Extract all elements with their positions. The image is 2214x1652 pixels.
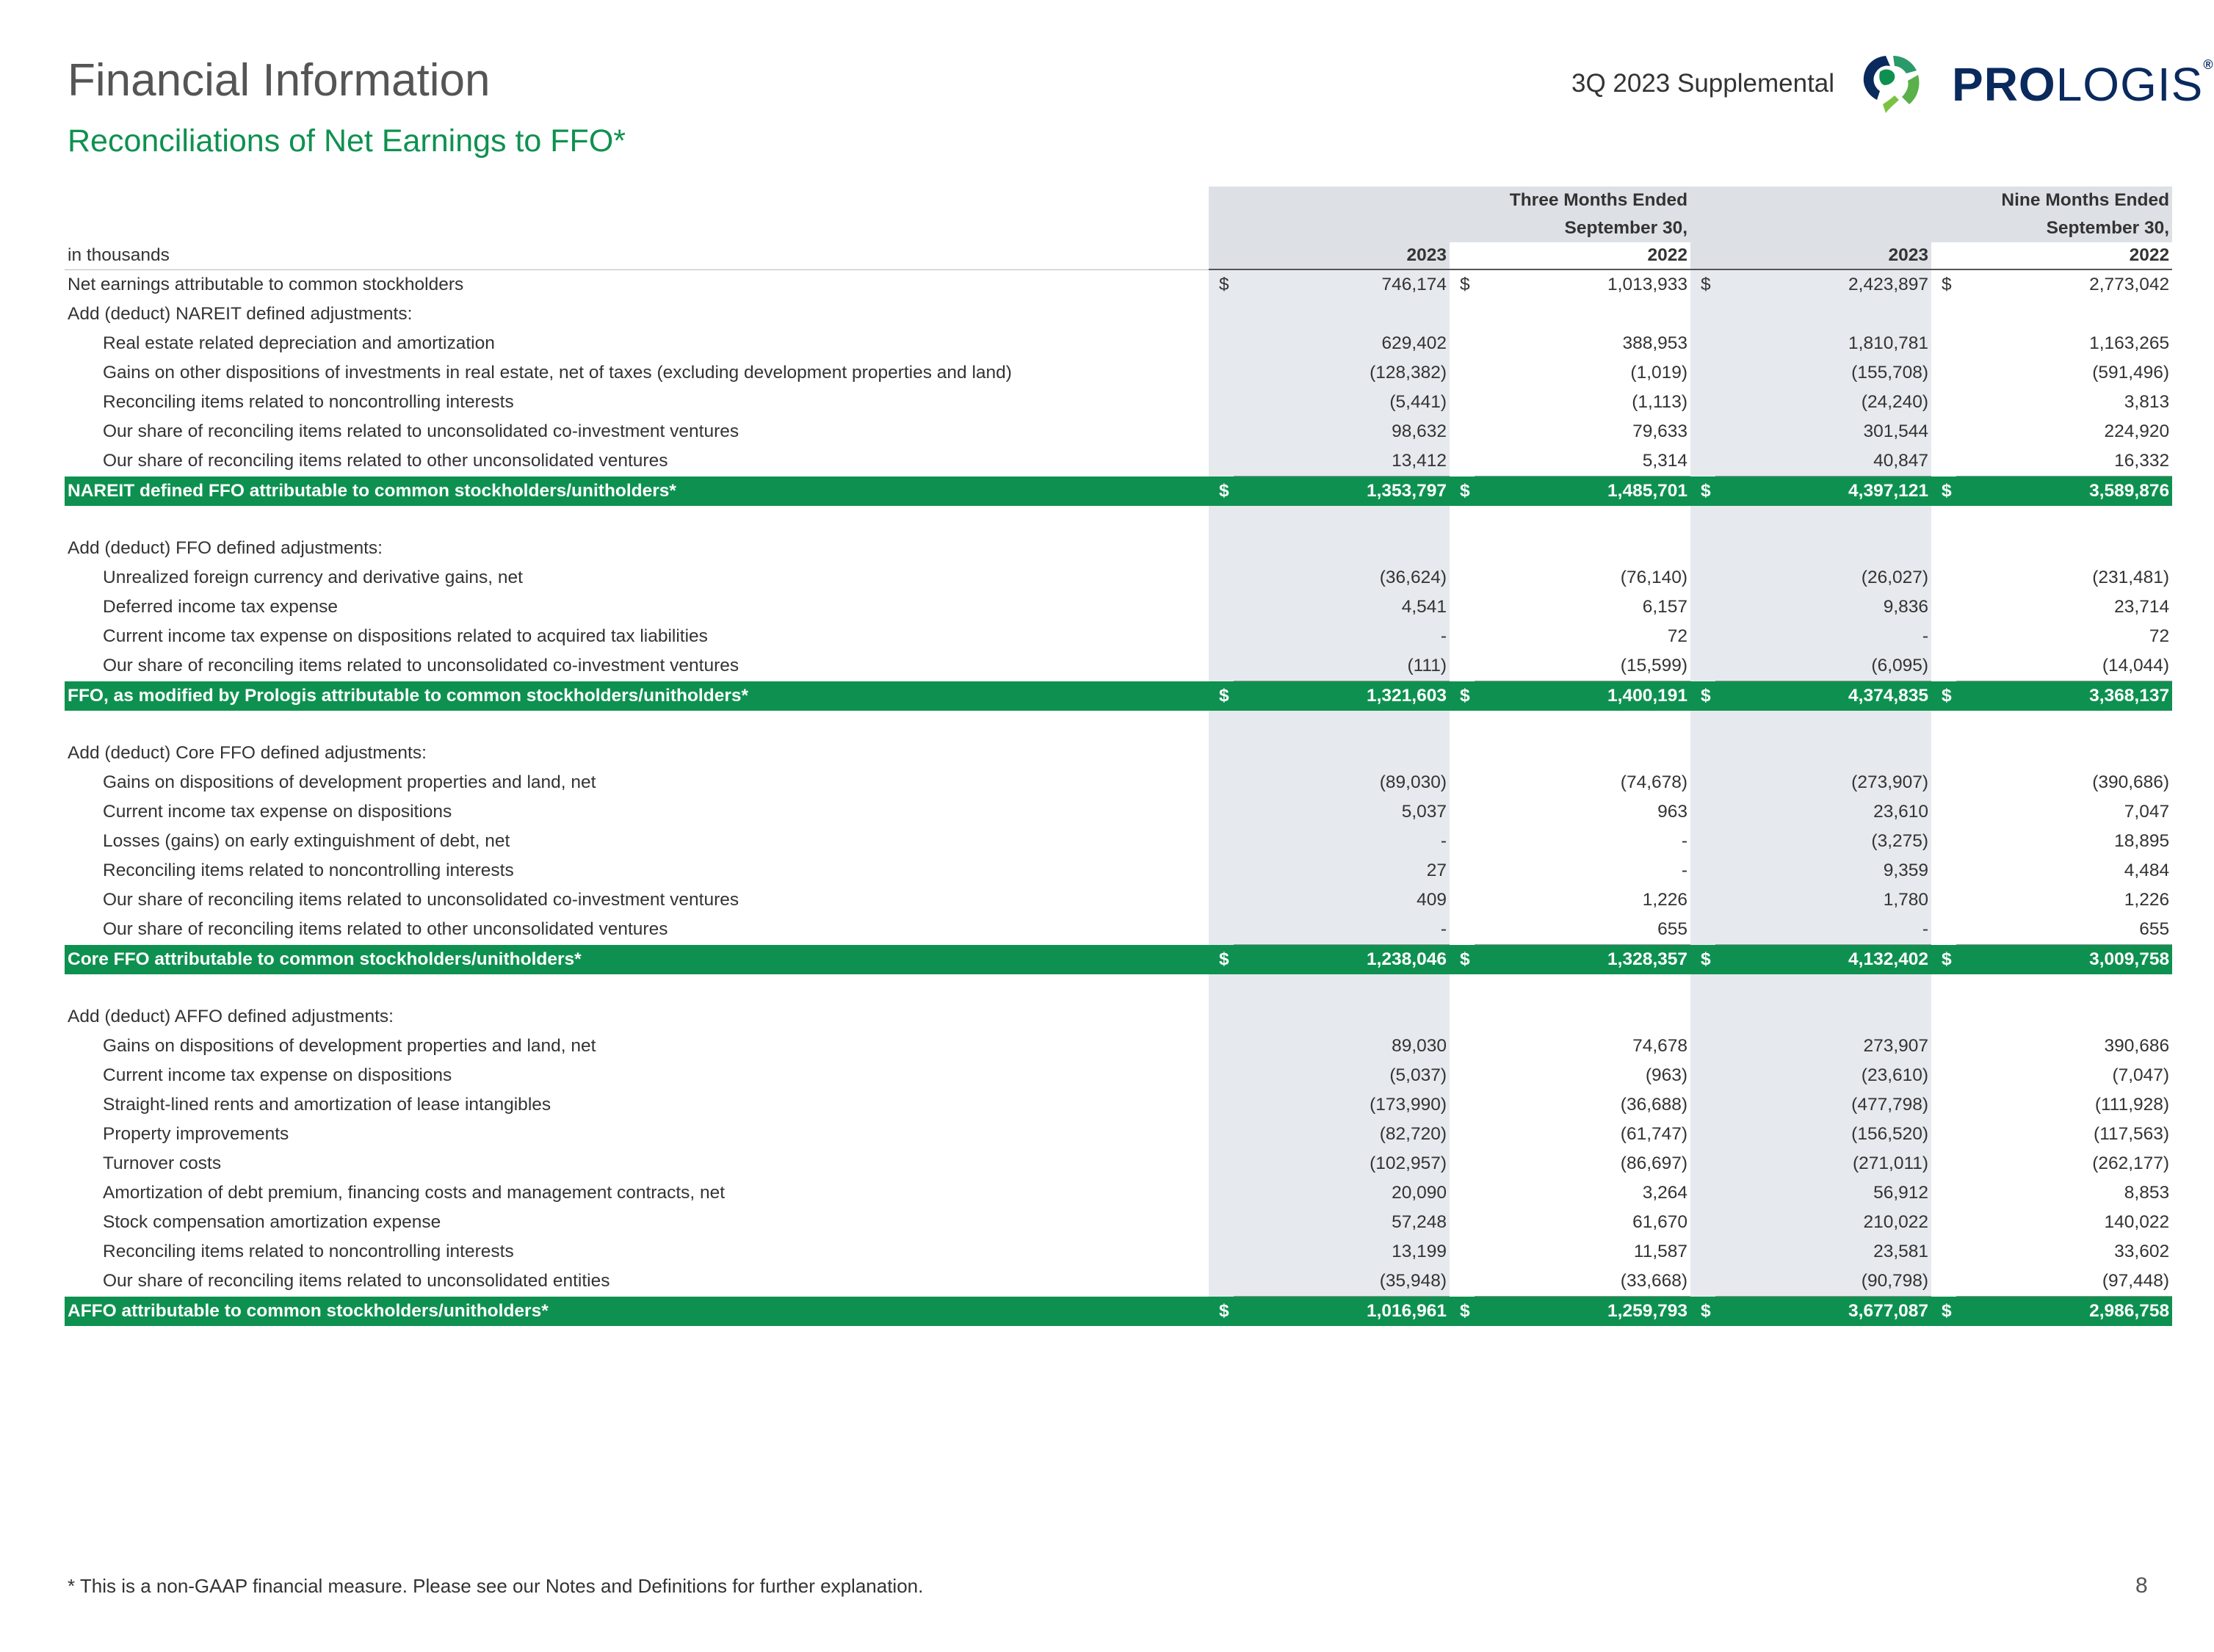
value-cell: 11,587 (1633, 1242, 1688, 1261)
spacer-row (65, 506, 2172, 534)
value-cell: 57,248 (1234, 1208, 1450, 1237)
value-cell: 27 (1234, 856, 1450, 885)
value-cell: (35,948) (1234, 1267, 1450, 1297)
value-cell: (156,520) (1715, 1120, 1931, 1149)
total-label: NAREIT defined FFO attributable to common stockholders/unitholders* (65, 477, 1209, 507)
year-header: 2023 (1715, 242, 1931, 269)
line-item-row (65, 563, 2172, 593)
value-cell: 98,632 (1234, 417, 1450, 446)
line-item-row (65, 446, 2172, 477)
line-item-row (65, 329, 2172, 358)
line-item-label: Our share of reconciling items related to unconsolidated co-investment ventures (103, 421, 739, 441)
value-cell: 1,780 (1715, 885, 1931, 915)
value-cell: (33,668) (1475, 1267, 1690, 1297)
dollar-sign: $ (1209, 269, 1234, 300)
value-cell: 1,013,933 (1607, 275, 1688, 294)
line-item-label: Reconciling items related to noncontrolling interests (103, 1242, 514, 1261)
year-header: 2023 (1234, 242, 1450, 269)
line-item-label: Property improvements (103, 1124, 289, 1144)
line-item-label: Our share of reconciling items related to unconsolidated entities (103, 1271, 610, 1291)
value-cell: 6,157 (1642, 597, 1688, 617)
value-cell: (128,382) (1234, 358, 1450, 388)
value-cell: 210,022 (1715, 1208, 1931, 1237)
total-label: FFO, as modified by Prologis attributable to common stockholders/unitholders* (65, 681, 1209, 711)
group-header-row-1 (65, 186, 2172, 214)
section-heading: Add (deduct) AFFO defined adjustments: (68, 1007, 394, 1026)
spacer-row (65, 974, 2172, 1002)
value-cell: 2,986,758 (1956, 1297, 2172, 1327)
line-item-label: Deferred income tax expense (103, 597, 339, 617)
dollar-sign: $ (1209, 477, 1234, 507)
spacer-row (65, 711, 2172, 739)
line-item-row (65, 915, 2172, 945)
line-item-label: Current income tax expense on dispositions related to acquired tax liabilities (103, 626, 708, 646)
line-item-row (65, 1267, 2172, 1297)
line-item-label: Unrealized foreign currency and derivative gains, net (103, 568, 523, 587)
globe-logo-icon (1858, 53, 1924, 116)
value-cell: (155,708) (1715, 358, 1931, 388)
value-cell: (89,030) (1234, 768, 1450, 797)
value-cell: 5,037 (1234, 797, 1450, 827)
line-item-label: Straight-lined rents and amortization of lease intangibles (103, 1095, 551, 1115)
value-cell: 1,163,265 (2089, 333, 2170, 353)
page-title: Financial Information (68, 55, 491, 106)
line-item-label: Losses (gains) on early extinguishment of debt, net (103, 831, 510, 851)
value-cell: 3,264 (1642, 1183, 1688, 1203)
value-cell: 72 (1667, 626, 1688, 646)
line-item-row (65, 885, 2172, 915)
value-cell: 388,953 (1622, 333, 1688, 353)
dollar-sign: $ (1690, 269, 1715, 300)
dollar-sign: $ (1690, 1297, 1715, 1327)
dollar-sign: $ (1450, 681, 1475, 711)
group-header-row-2 (65, 214, 2172, 242)
dollar-sign: $ (1942, 275, 1952, 294)
value-cell: (76,140) (1620, 568, 1688, 587)
line-item-row (65, 358, 2172, 388)
value-cell: 629,402 (1234, 329, 1450, 358)
value-cell: (111,928) (2094, 1095, 2170, 1115)
value-cell: 5,314 (1475, 446, 1690, 477)
line-item-row (65, 1090, 2172, 1120)
value-cell: 20,090 (1234, 1178, 1450, 1208)
line-item-row (65, 1061, 2172, 1090)
line-item-row (65, 1149, 2172, 1178)
value-cell: (262,177) (2092, 1153, 2170, 1173)
value-cell: (963) (1645, 1065, 1688, 1085)
total-row (65, 1297, 2172, 1327)
value-cell: (36,624) (1234, 563, 1450, 593)
value-cell: 74,678 (1632, 1036, 1688, 1056)
value-cell: 390,686 (2104, 1036, 2170, 1056)
dollar-sign: $ (1209, 945, 1234, 975)
value-cell: 1,259,793 (1475, 1297, 1690, 1327)
value-cell: 2,773,042 (2089, 275, 2170, 294)
line-item-label: Gains on dispositions of development properties and land, net (103, 772, 596, 792)
value-cell: 1,016,961 (1234, 1297, 1450, 1327)
line-item-label: Our share of reconciling items related to unconsolidated co-investment ventures (103, 656, 739, 676)
line-item-row (65, 651, 2172, 681)
prologis-logo (1858, 53, 2214, 116)
value-cell: - (1234, 915, 1450, 945)
section-heading-row (65, 1002, 2172, 1032)
value-cell: (6,095) (1715, 651, 1931, 681)
value-cell: 4,484 (2124, 861, 2170, 880)
value-cell: (82,720) (1234, 1120, 1450, 1149)
value-cell: - (1681, 861, 1688, 880)
value-cell: 23,610 (1715, 797, 1931, 827)
logo-wordmark: PROLOGIS® (1952, 57, 2214, 111)
value-cell: - (1681, 831, 1688, 851)
value-cell: 61,670 (1632, 1212, 1688, 1232)
line-item-label: Our share of reconciling items related to other unconsolidated ventures (103, 919, 668, 940)
value-cell: 409 (1234, 885, 1450, 915)
dollar-sign: $ (1690, 945, 1715, 975)
total-row (65, 681, 2172, 711)
line-item-row (65, 768, 2172, 797)
dollar-sign: $ (1209, 681, 1234, 711)
line-item-row (65, 1178, 2172, 1208)
page-subtitle: Reconciliations of Net Earnings to FFO* (68, 123, 626, 159)
line-item-label: Stock compensation amortization expense (103, 1212, 441, 1232)
value-cell: 3,009,758 (1956, 945, 2172, 975)
line-item-row (65, 797, 2172, 827)
value-cell: - (1234, 827, 1450, 856)
total-label: Core FFO attributable to common stockholders/unitholders* (65, 945, 1209, 975)
value-cell: 3,589,876 (1956, 477, 2172, 507)
value-cell: (271,011) (1715, 1149, 1931, 1178)
value-cell: 301,544 (1715, 417, 1931, 446)
value-cell: 4,374,835 (1715, 681, 1931, 711)
year-header-row (65, 242, 2172, 269)
value-cell: 655 (1475, 915, 1690, 945)
value-cell: 72 (2149, 626, 2170, 646)
nine-months-header: Nine Months Ended (1690, 186, 2172, 214)
value-cell: (3,275) (1715, 827, 1931, 856)
value-cell: 140,022 (2104, 1212, 2170, 1232)
value-cell: 3,677,087 (1715, 1297, 1931, 1327)
line-item-label: Current income tax expense on dispositions (103, 1065, 452, 1085)
value-cell: 18,895 (2114, 831, 2170, 851)
ffo-reconciliation-table (65, 186, 2172, 1326)
value-cell: (90,798) (1715, 1267, 1931, 1297)
value-cell: 2,423,897 (1715, 269, 1931, 300)
value-cell: 1,328,357 (1475, 945, 1690, 975)
value-cell: 13,412 (1234, 446, 1450, 477)
supplemental-label: 3Q 2023 Supplemental (1571, 69, 1835, 98)
value-cell: 963 (1657, 802, 1688, 822)
value-cell: - (1234, 622, 1450, 651)
dollar-sign: $ (1450, 1297, 1475, 1327)
value-cell: 3,368,137 (1956, 681, 2172, 711)
dollar-sign: $ (1460, 275, 1470, 294)
value-cell: - (1715, 915, 1931, 945)
value-cell: (173,990) (1234, 1090, 1450, 1120)
value-cell: (14,044) (1956, 651, 2172, 681)
dollar-sign: $ (1209, 1297, 1234, 1327)
line-item-row (65, 417, 2172, 446)
line-item-label: Reconciling items related to noncontrolling interests (103, 392, 514, 412)
value-cell: 273,907 (1715, 1032, 1931, 1061)
line-item-label: Current income tax expense on dispositions (103, 802, 452, 822)
value-cell: (102,957) (1234, 1149, 1450, 1178)
dollar-sign: $ (1931, 945, 1956, 975)
line-item-row (65, 388, 2172, 417)
total-label: AFFO attributable to common stockholders/unitholders* (65, 1297, 1209, 1327)
line-item-row (65, 593, 2172, 622)
value-cell: 1,226 (2124, 890, 2170, 910)
value-cell: (74,678) (1620, 772, 1688, 792)
value-cell: 23,714 (2114, 597, 2170, 617)
value-cell: (117,563) (2094, 1124, 2170, 1144)
value-cell: (5,037) (1234, 1061, 1450, 1090)
value-cell: 8,853 (2124, 1183, 2170, 1203)
value-cell: (97,448) (1956, 1267, 2172, 1297)
value-cell: 1,321,603 (1234, 681, 1450, 711)
value-cell: 4,541 (1234, 593, 1450, 622)
value-cell: 79,633 (1632, 421, 1688, 441)
year-header: 2022 (1475, 242, 1690, 269)
value-cell: 7,047 (2124, 802, 2170, 822)
three-months-date: September 30, (1209, 214, 1690, 242)
value-cell: (5,441) (1234, 388, 1450, 417)
line-item-row (65, 1120, 2172, 1149)
line-item-label: Our share of reconciling items related to unconsolidated co-investment ventures (103, 890, 739, 910)
value-cell: 89,030 (1234, 1032, 1450, 1061)
value-cell: 746,174 (1234, 269, 1450, 300)
value-cell: 1,810,781 (1715, 329, 1931, 358)
section-heading: Add (deduct) NAREIT defined adjustments: (68, 304, 413, 324)
value-cell: 9,836 (1715, 593, 1931, 622)
dollar-sign: $ (1450, 477, 1475, 507)
value-cell: (111) (1234, 651, 1450, 681)
value-cell: 56,912 (1715, 1178, 1931, 1208)
value-cell: 1,485,701 (1475, 477, 1690, 507)
footnote: * This is a non-GAAP financial measure. Please see our Notes and Definitions for further explanation. (68, 1575, 924, 1597)
value-cell: (231,481) (2092, 568, 2170, 587)
section-heading-row (65, 300, 2172, 329)
value-cell: 4,397,121 (1715, 477, 1931, 507)
line-item-label: Gains on dispositions of development properties and land, net (103, 1036, 596, 1056)
line-item-label: Turnover costs (103, 1153, 222, 1173)
dollar-sign: $ (1931, 477, 1956, 507)
value-cell: (61,747) (1620, 1124, 1688, 1144)
value-cell: 3,813 (2124, 392, 2170, 412)
section-heading-row (65, 739, 2172, 768)
line-item-label: Amortization of debt premium, financing costs and management contracts, net (103, 1183, 726, 1203)
value-cell: (591,496) (2092, 363, 2170, 383)
value-cell: (24,240) (1715, 388, 1931, 417)
line-item-row (65, 1032, 2172, 1061)
page-number: 8 (2135, 1573, 2148, 1598)
value-cell: (23,610) (1715, 1061, 1931, 1090)
dollar-sign: $ (1690, 477, 1715, 507)
section-heading: Add (deduct) FFO defined adjustments: (68, 538, 383, 558)
value-cell: 1,226 (1642, 890, 1688, 910)
dollar-sign: $ (1931, 1297, 1956, 1327)
year-header: 2022 (1956, 242, 2172, 269)
value-cell: - (1715, 622, 1931, 651)
value-cell: (390,686) (2092, 772, 2170, 792)
value-cell: 23,581 (1715, 1237, 1931, 1267)
value-cell: 1,238,046 (1234, 945, 1450, 975)
value-cell: 40,847 (1715, 446, 1931, 477)
line-item-row (65, 622, 2172, 651)
value-cell: (86,697) (1620, 1153, 1688, 1173)
line-item-row (65, 827, 2172, 856)
total-row (65, 945, 2172, 975)
value-cell: (477,798) (1715, 1090, 1931, 1120)
value-cell: (1,113) (1632, 392, 1688, 412)
unit-label: in thousands (65, 242, 1209, 269)
value-cell: 1,353,797 (1234, 477, 1450, 507)
value-cell: (15,599) (1475, 651, 1690, 681)
value-cell: (36,688) (1620, 1095, 1688, 1115)
value-cell: (273,907) (1715, 768, 1931, 797)
section-heading: Add (deduct) Core FFO defined adjustments: (68, 743, 427, 763)
line-item-label: Net earnings attributable to common stockholders (68, 274, 464, 294)
value-cell: (1,019) (1630, 363, 1688, 383)
line-item-label: Gains on other dispositions of investments in real estate, net of taxes (excluding development properties and land) (103, 363, 1012, 383)
line-item-row (65, 1208, 2172, 1237)
line-item-row (65, 269, 2172, 300)
total-row (65, 477, 2172, 507)
value-cell: 1,400,191 (1475, 681, 1690, 711)
value-cell: 16,332 (1956, 446, 2172, 477)
value-cell: 4,132,402 (1715, 945, 1931, 975)
value-cell: 224,920 (2104, 421, 2170, 441)
value-cell: 13,199 (1234, 1237, 1450, 1267)
line-item-row (65, 856, 2172, 885)
value-cell: 655 (1956, 915, 2172, 945)
line-item-row (65, 1237, 2172, 1267)
line-item-label: Real estate related depreciation and amortization (103, 333, 495, 353)
dollar-sign: $ (1450, 945, 1475, 975)
value-cell: 9,359 (1715, 856, 1931, 885)
dollar-sign: $ (1690, 681, 1715, 711)
dollar-sign: $ (1931, 681, 1956, 711)
value-cell: (26,027) (1715, 563, 1931, 593)
three-months-header: Three Months Ended (1209, 186, 1690, 214)
value-cell: 33,602 (2114, 1242, 2170, 1261)
line-item-label: Our share of reconciling items related to other unconsolidated ventures (103, 451, 668, 471)
value-cell: (7,047) (2112, 1065, 2170, 1085)
section-heading-row (65, 534, 2172, 563)
nine-months-date: September 30, (1690, 214, 2172, 242)
line-item-label: Reconciling items related to noncontrolling interests (103, 861, 514, 880)
